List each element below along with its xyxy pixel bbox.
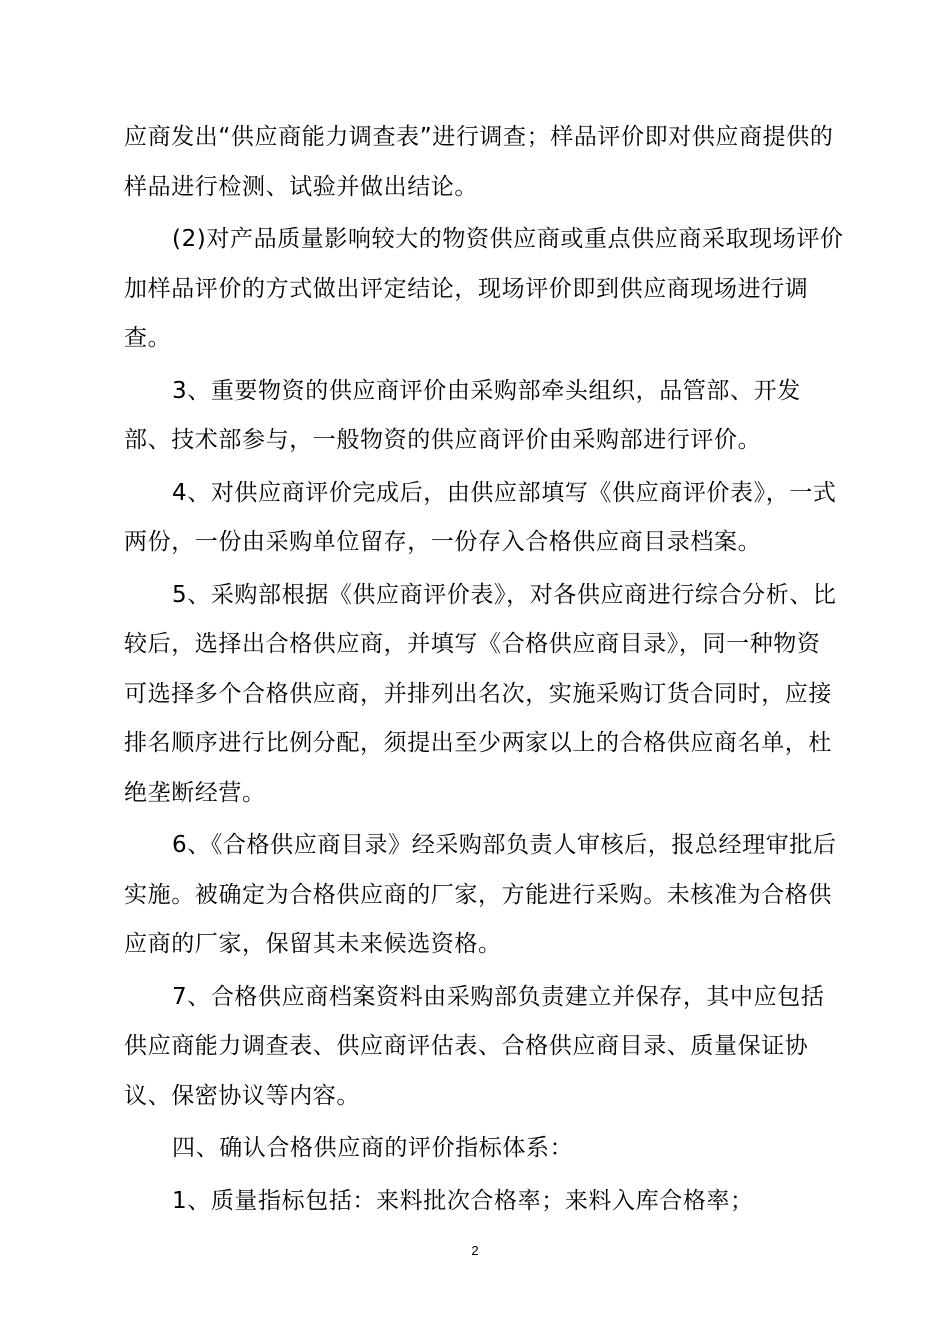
paragraph-9: 1、质量指标包括：来料批次合格率；来料入库合格率； [172,1187,754,1214]
paragraph-1: 应商发出“供应商能力调查表”进行调查；样品评价即对供应商提供的样品进行检测、试验并做出结论。 [124,124,834,200]
paragraph-2: (2)对产品质量影响较大的物资供应商或重点供应商采取现场评价加样品评价的方式做出评定结论，现场评价即到供应商现场进行调查。 [124,226,844,351]
page-number: 2 [471,1243,479,1258]
paragraph-5: 5、采购部根据《供应商评价表》，对各供应商进行综合分析、比较后，选择出合格供应商，并填写《合格供应商目录》，同一种物资可选择多个合格供应商，并排列出名次，实施采购订货合同时，应接排名顺序进行比例分配，须提出至少两家以上的合格供应商名单，杜绝垄断经营。 [124,581,837,806]
document-body [124,113,844,1226]
paragraph-7: 7、合格供应商档案资料由采购部负责建立并保存，其中应包括供应商能力调查表、供应商评估表、合格供应商目录、质量保证协议、保密协议等内容。 [124,983,825,1109]
section-heading: 四、确认合格供应商的评价指标体系： [172,1135,574,1161]
paragraph-6: 6、《合格供应商目录》经采购部负责人审核后，报总经理审批后实施。被确定为合格供应商的厂家，方能进行采购。未核准为合格供应商的厂家，保留其未来候选资格。 [124,832,837,957]
paragraph-3: 3、重要物资的供应商评价由采购部牵头组织，品管部、开发部、技术部参与，一般物资的供应商评价由采购部进行评价。 [124,377,801,453]
paragraph-4: 4、对供应商评价完成后，由供应部填写《供应商评价表》，一式两份，一份由采购单位留存，一份存入合格供应商目录档案。 [124,479,837,555]
